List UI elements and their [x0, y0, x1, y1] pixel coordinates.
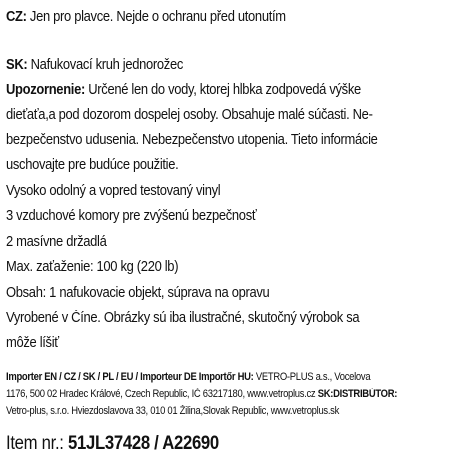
- feature-line: Obsah: 1 nafukovacie objekt, súprava na opravu: [6, 285, 270, 301]
- feature-line: Vyrobené v Číne. Obrázky sú iba ilustračné, skutočný výrobok sa: [6, 310, 360, 326]
- feature-line: môže líšiť: [6, 335, 59, 351]
- item-code: 51JL37428 / A22690: [67, 433, 219, 454]
- cz-label: CZ:: [6, 9, 27, 25]
- sk-warning-line-4: uschovajte pre budúce použitie.: [6, 157, 179, 173]
- item-label: Item nr.:: [6, 433, 68, 454]
- feature-line: 2 masívne držadlá: [6, 234, 107, 250]
- item-number-line: [6, 433, 446, 455]
- cz-text: Jen pro plavce. Nejde o ochranu před utonutím: [26, 9, 286, 25]
- importer-label: Importer EN / CZ / SK / PL / EU / Importeur DE Importőr HU:: [6, 371, 254, 383]
- warning-label: Upozornenie:: [6, 82, 85, 98]
- importer-address: 1176, 500 02 Hradec Králové, Czech Republic, IČ 63217180, www.vetroplus.cz: [6, 388, 318, 400]
- importer-line-2: [6, 388, 453, 400]
- cz-line: [6, 9, 455, 25]
- distributor-label: SK:DISTRIBÚTOR:: [317, 388, 398, 400]
- feature-line: 3 vzduchové komory pre zvýšenú bezpečnosť: [6, 208, 257, 224]
- distributor-line: Vetro-plus, s.r.o. Hviezdoslavova 33, 010 01 Žilina,Slovak Republic, www.vetroplus.sk: [6, 405, 340, 417]
- importer-text: VETRO-PLUS a.s., Vocelova: [253, 371, 371, 383]
- importer-line-1: [6, 371, 453, 383]
- feature-line: Max. zaťaženie: 100 kg (220 lb): [6, 259, 179, 275]
- feature-line: Vysoko odolný a vopred testovaný vinyl: [6, 183, 221, 199]
- sk-label: SK:: [6, 57, 28, 73]
- sk-warning-line-1: [6, 82, 455, 98]
- sk-title-line: [6, 57, 455, 73]
- sk-warning-line-2: dieťaťa,a pod dozorom dospelej osoby. Obsahuje malé súčasti. Ne-: [6, 107, 373, 123]
- sk-warning-line-3: bezpečenstvo udusenia. Nebezpečenstvo utopenia. Tieto informácie: [6, 132, 378, 148]
- sk-product-title: Nafukovací kruh jednorožec: [27, 57, 184, 73]
- warning-text: Určené len do vody, ktorej hĺbka zodpovedá výške: [84, 82, 361, 98]
